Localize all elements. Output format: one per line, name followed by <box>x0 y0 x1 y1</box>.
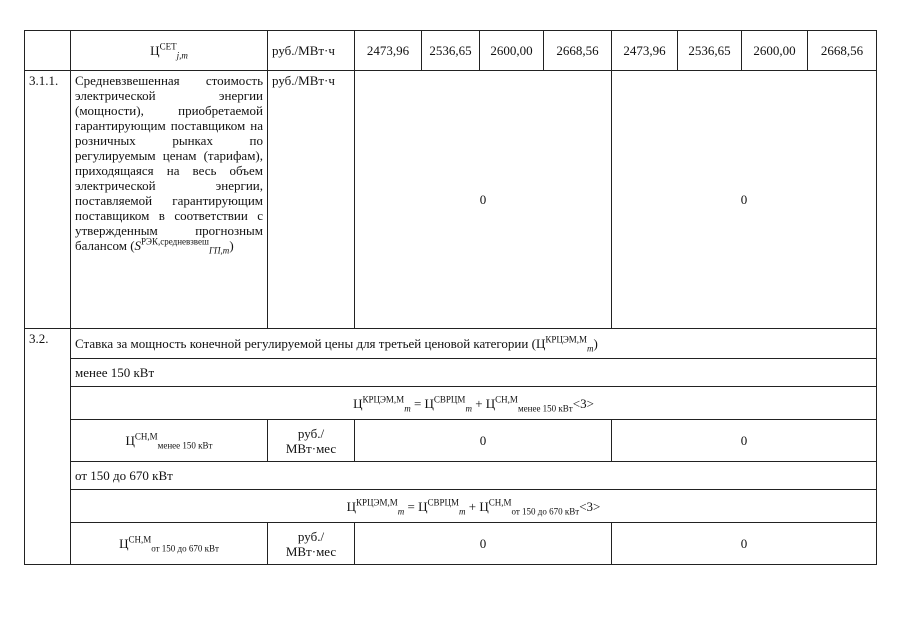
table-row <box>25 490 877 523</box>
param-cell: $Ц^{СН,М}_{менее 150 кВт}$ <box>71 420 268 462</box>
value-cell: 0 <box>612 71 877 329</box>
param-cell <box>71 31 268 71</box>
value-cell: 2536,65 <box>678 31 742 71</box>
value-cell: 0 <box>612 523 877 565</box>
row-number-cell <box>25 31 71 71</box>
section-title: Ставка за мощность конечной регулируемой цены для третьей ценовой категории $(Ц^{КРЦЭМ,М}_m)$ <box>71 329 877 359</box>
value-cell: 0 <box>355 71 612 329</box>
table-row <box>25 420 877 462</box>
value-cell: 2668,56 <box>808 31 877 71</box>
param-cell: $Ц^{СН,М}_{от 150 до 670 кВт}$ <box>71 523 268 565</box>
row-number: 3.1.1. <box>25 71 71 329</box>
group-label: от 150 до 670 кВт <box>71 462 877 490</box>
value-cell: 0 <box>612 420 877 462</box>
unit-cell: руб./МВт·ч <box>268 71 355 329</box>
tariff-table <box>24 30 877 565</box>
unit-cell: руб./ МВт·мес <box>268 420 355 462</box>
table-row <box>25 329 877 359</box>
table-row <box>25 71 877 329</box>
table-row <box>25 462 877 490</box>
value-cell: 2473,96 <box>355 31 422 71</box>
unit-cell: руб./МВт·ч <box>268 31 355 71</box>
value-cell: 2668,56 <box>544 31 612 71</box>
table-row <box>25 31 877 71</box>
table-row <box>25 523 877 565</box>
value-cell: 2536,65 <box>422 31 480 71</box>
value-cell: 0 <box>355 420 612 462</box>
group-label: менее 150 кВт <box>71 359 877 387</box>
unit-cell: руб./ МВт·мес <box>268 523 355 565</box>
formula-cell: $Ц^{КРЦЭМ,М}_m = Ц^{СВРЦМ}_m + Ц^{СН,М}_{менее 150 кВт}<3>$ <box>71 387 877 420</box>
value-cell: 2473,96 <box>612 31 678 71</box>
formula-cell: $Ц^{КРЦЭМ,М}_m = Ц^{СВРЦМ}_m + Ц^{СН,М}_{от 150 до 670 кВт}<3>$ <box>71 490 877 523</box>
table-row <box>25 359 877 387</box>
table-row <box>25 387 877 420</box>
description-cell: Средневзвешенная стоимость электрической энергии (мощности), приобретаемой гарантирующим поставщиком на розничных рынках по регулируемым ценам (тарифам), приходящаяся на весь объем электрической энергии, поставляемой гарантирующим поставщиком в соответствии с утвержденным прогнозным балансом $(S^{РЭК,средневзвеш}_{ГП,m})$ <box>71 71 268 329</box>
value-cell: 0 <box>355 523 612 565</box>
row-number: 3.2. <box>25 329 71 565</box>
param-symbol: $Ц^{СЕТ}_{j,m}$ <box>150 41 188 61</box>
value-cell: 2600,00 <box>742 31 808 71</box>
value-cell: 2600,00 <box>480 31 544 71</box>
